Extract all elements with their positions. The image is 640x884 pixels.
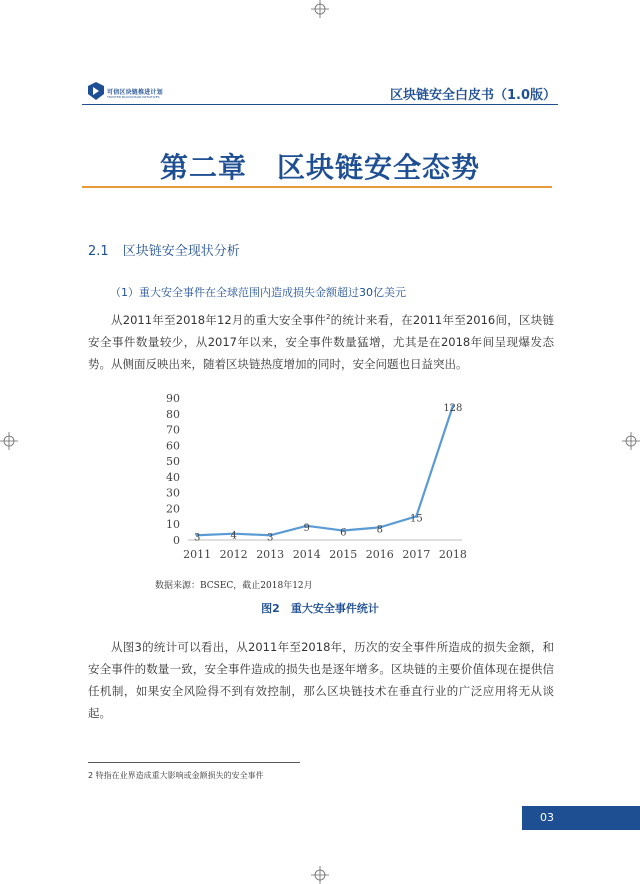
- x-tick-label: 2011: [183, 548, 212, 561]
- y-tick-label: 40: [166, 470, 180, 484]
- section-heading: [88, 240, 240, 259]
- data-source-note: 数据来源：BCSEC，截止2018年12月: [155, 581, 313, 591]
- header-divider: [82, 104, 558, 105]
- section-number: 2.1: [88, 244, 109, 259]
- registration-mark-top: [311, 0, 329, 18]
- y-tick-label: 30: [166, 486, 180, 500]
- chapter-heading: [0, 146, 640, 186]
- y-tick-label: 80: [166, 407, 180, 421]
- body-paragraph-1: [88, 306, 554, 375]
- figure-caption: 图2 重大安全事件统计: [261, 602, 379, 615]
- chart-svg: [150, 388, 480, 568]
- chapter-title: 区块链安全态势: [277, 151, 481, 184]
- data-label: 8: [376, 524, 383, 536]
- logo-text: 可信区块链推进计划: [107, 89, 163, 96]
- registration-mark-bottom: [311, 866, 329, 884]
- footnote-reference: 2: [325, 313, 331, 321]
- data-label: 9: [303, 522, 310, 534]
- data-label: 3: [267, 532, 274, 544]
- y-tick-label: 10: [166, 518, 180, 532]
- x-tick-label: 2017: [402, 548, 431, 561]
- data-label: 4: [230, 530, 237, 542]
- x-tick-label: 2015: [329, 548, 358, 561]
- data-label: 15: [409, 513, 423, 525]
- y-tick-label: 70: [166, 423, 180, 437]
- incident-line-chart: [150, 388, 480, 572]
- registration-mark-left: [0, 432, 18, 450]
- section-title: 区块链安全现状分析: [122, 244, 240, 259]
- data-label: 3: [193, 532, 201, 544]
- body-paragraph-2: 从图3的统计可以看出，从2011年至2018年，历次的安全事件所造成的损失金额，和安全事件的数量一致，安全事件造成的损失也是逐年增多。区块链的主要价值体现在提供信任机制，如果安全风险得不到有效控制，那么区块链技术在垂直行业的广泛应用将无从谈起。: [88, 640, 554, 720]
- registration-mark-right: [622, 432, 640, 450]
- x-tick-label: 2018: [438, 548, 467, 561]
- y-tick-label: 0: [173, 534, 180, 547]
- data-label: 128: [443, 403, 463, 414]
- chapter-underline: [82, 186, 552, 188]
- footnote-divider: [88, 762, 300, 763]
- y-tick-label: 20: [166, 502, 180, 516]
- y-tick-label: 60: [166, 439, 180, 453]
- x-tick-label: 2012: [219, 548, 248, 561]
- paragraph-1-text-b: 的统计来看，在2011年至2016间，区块链安全事件数量较少，从2017年以来，安全事件数量猛增，尤其是在2018年间呈现爆发态势。从侧面反映出来，随着区块链热度增加的同时，安全问题也日益突出。: [88, 312, 554, 371]
- chapter-number: 第二章: [159, 151, 247, 184]
- footnote: 2 特指在业界造成重大影响或金额损失的安全事件: [88, 771, 264, 780]
- logo-subtext: TRUSTED BLOCKCHAIN INITIATIVES: [107, 95, 160, 99]
- x-tick-label: 2013: [256, 548, 285, 561]
- document-title: 区块链安全白皮书（1.0版）: [389, 88, 556, 103]
- subsection-heading: （1）重大安全事件在全球范围内造成损失金额超过30亿美元: [110, 286, 406, 299]
- y-tick-label: 50: [166, 455, 180, 469]
- trusted-blockchain-logo-icon: [88, 82, 104, 100]
- y-tick-label: 90: [166, 392, 180, 405]
- page-number: 03: [540, 811, 554, 824]
- paragraph-1-text-a: 从2011年至2018年12月的重大安全事件: [111, 312, 326, 327]
- x-tick-label: 2016: [365, 548, 394, 561]
- data-label: 6: [340, 527, 347, 539]
- x-tick-label: 2014: [292, 548, 321, 561]
